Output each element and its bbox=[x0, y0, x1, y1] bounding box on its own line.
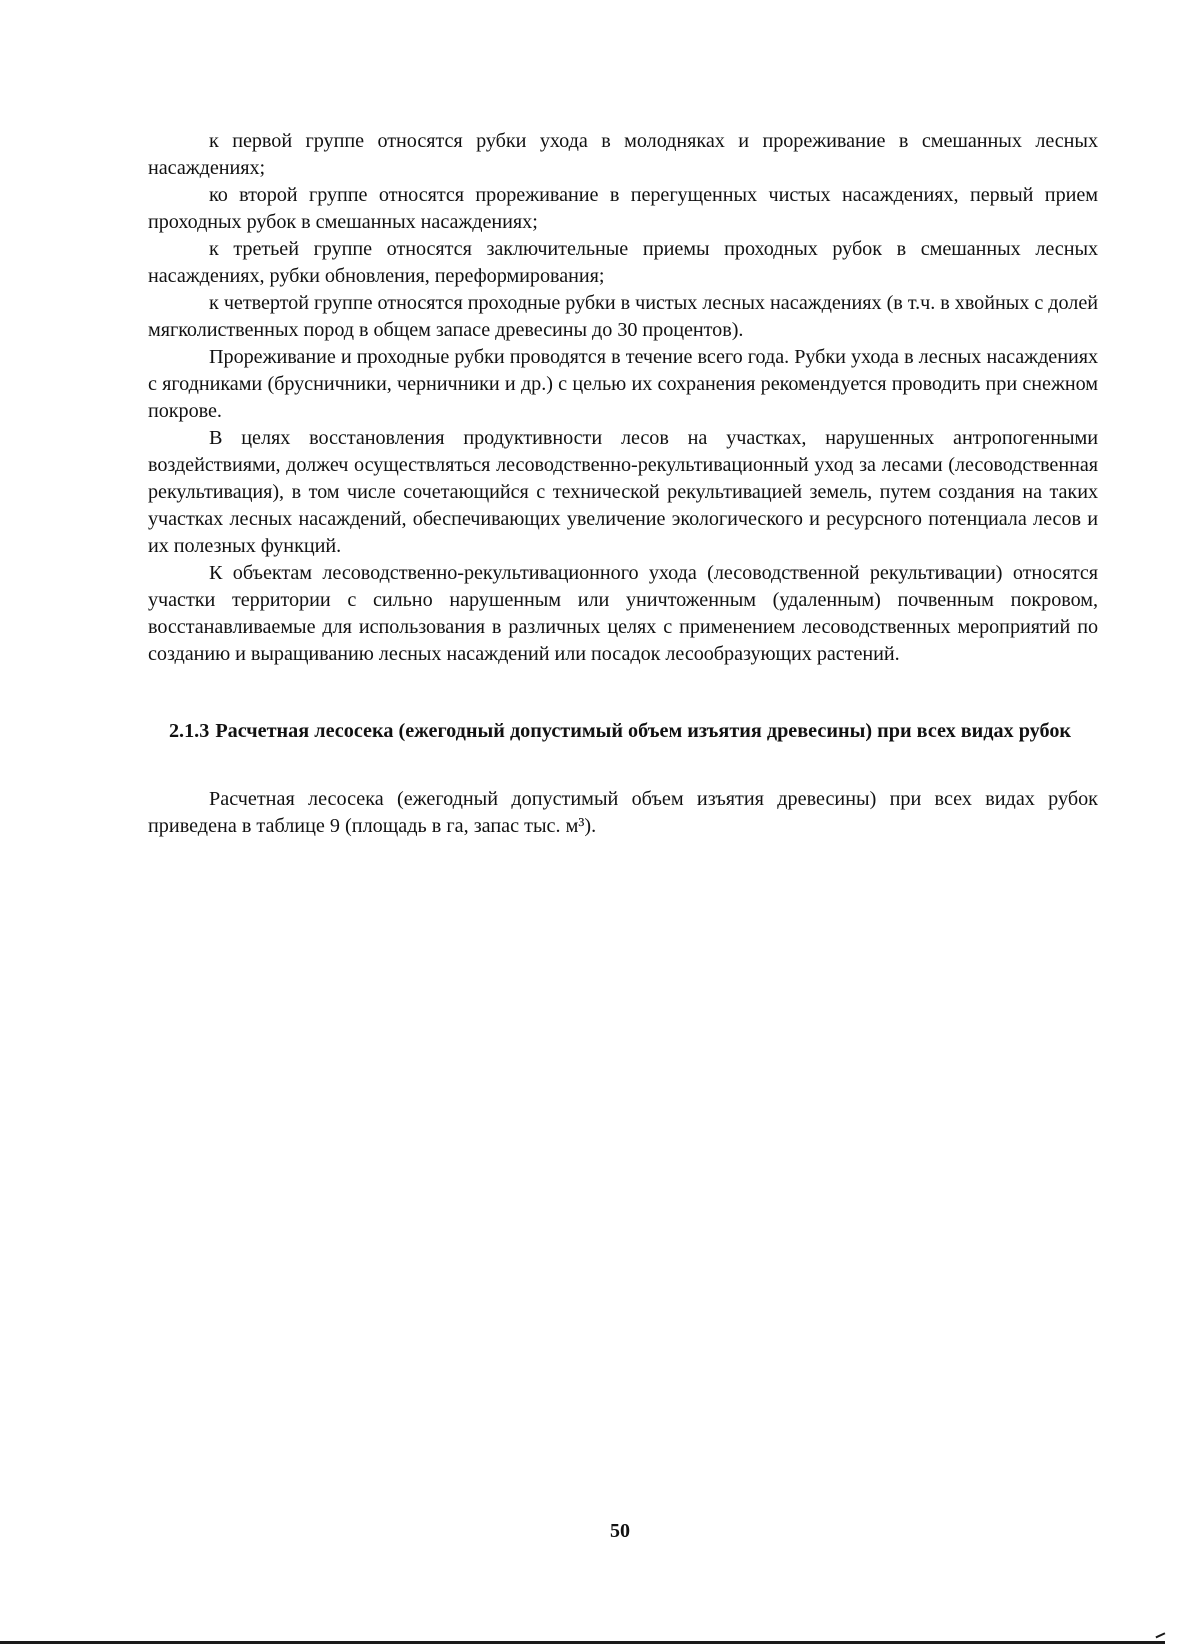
paragraph-reclamation-objects: К объектам лесоводственно-рекультивационного ухода (лесоводственной рекультивации) относятся участки территории с сильно нарушенным или уничтоженным (удаленным) почвенным покровом, восстанавливаемые для использования в различных целях с применением лесоводственных мероприятий по созданию и выращиванию лесных насаждений или посадок лесообразующих растений. bbox=[148, 562, 1098, 665]
paragraph-restoration: В целях восстановления продуктивности лесов на участках, нарушенных антропогенными воздействиями, должеч осуществляться лесоводственно-рекультивационный уход за лесами (лесоводственная рекультивация), в том числе сочетающийся с технической рекультивацией земель, путем создания на таких участках лесных насаждений, обеспечивающих увеличение экологического и ресурсного потенциала лесов и их полезных функций. bbox=[148, 427, 1098, 557]
section-number: 2.1.3 bbox=[168, 720, 210, 742]
paragraph-thinning: Прореживание и проходные рубки проводятся в течение всего года. Рубки ухода в лесных насаждениях с ягодниками (брусничники, черничники и др.) с целью их сохранения рекомендуется проводить при снежном покрове. bbox=[148, 346, 1098, 422]
paragraph-group-1: к первой группе относятся рубки ухода в молодняках и прореживание в смешанных лесных насаждениях; bbox=[148, 130, 1098, 179]
section-paragraph: Расчетная лесосека (ежегодный допустимый объем изъятия древесины) при всех видах рубок приведена в таблице 9 (площадь в га, запас тыс. м³). bbox=[148, 788, 1098, 837]
bottom-rule bbox=[0, 1641, 1165, 1644]
page-number: 50 bbox=[610, 1520, 630, 1542]
paragraph-group-4: к четвертой группе относятся проходные рубки в чистых лесных насаждениях (в т.ч. в хвойных с долей мягколиственных пород в общем запасе древесины до 30 процентов). bbox=[148, 292, 1098, 341]
section-heading bbox=[160, 718, 1080, 745]
body-text bbox=[148, 128, 1098, 668]
paragraph-group-3: к третьей группе относятся заключительные приемы проходных рубок в смешанных лесных насаждениях, рубки обновления, переформирования; bbox=[148, 238, 1098, 287]
section-title: Расчетная лесосека (ежегодный допустимый объем изъятия древесины) при всех видах рубок bbox=[215, 720, 1072, 742]
paragraph-group-2: ко второй группе относятся прореживание в перегущенных чистых насаждениях, первый прием проходных рубок в смешанных насаждениях; bbox=[148, 184, 1098, 233]
